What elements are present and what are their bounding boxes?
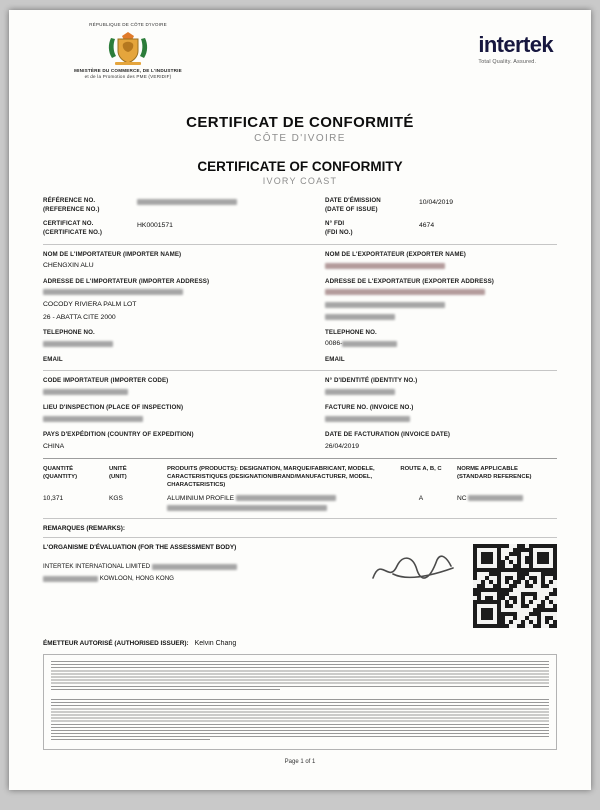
- qty-header-fr: QUANTITÉ: [43, 465, 74, 472]
- field-row: [43, 220, 557, 237]
- exporter-telephone-value: 0086-: [325, 339, 557, 349]
- authorised-issuer-row: [43, 640, 557, 647]
- legal-paragraph-english: [51, 699, 549, 739]
- exporter-address-line2: [325, 300, 557, 310]
- assessment-line2: KOWLOON, HONG KONG: [43, 575, 557, 582]
- qr-code: [473, 544, 557, 628]
- field-importer-telephone: [43, 329, 311, 350]
- intertek-wordmark: intertek: [478, 32, 553, 57]
- identity-no-label: N° D'IDENTITÉ (IDENTITY NO.): [325, 377, 418, 385]
- certificate-page: [9, 10, 591, 790]
- field-certificate-no: [43, 220, 311, 237]
- redacted-text: [43, 289, 183, 295]
- product-cell: ALUMINIUM PROFILE: [167, 494, 385, 514]
- exporter-telephone-label: TELEPHONE NO.: [325, 328, 377, 336]
- goods-table-row: [43, 494, 557, 514]
- exporter-address-line1: [325, 288, 557, 298]
- importer-telephone-value: [43, 339, 311, 349]
- importer-address-label: ADRESSE DE L'IMPORTATEUR (IMPORTER ADDRESS): [43, 277, 210, 285]
- page-number: Page 1 of 1: [284, 759, 316, 766]
- fdi-no-value: 4674: [419, 222, 435, 230]
- field-invoice-date: [325, 431, 557, 452]
- authorised-issuer-label: ÉMETTEUR AUTORISÉ (AUTHORISED ISSUER):: [43, 640, 189, 648]
- redacted-text: [325, 302, 445, 308]
- inspection-place-label: LIEU D'INSPECTION (PLACE OF INSPECTION): [43, 404, 184, 412]
- reference-no-value: [137, 197, 237, 214]
- expedition-country-label: PAYS D'EXPÉDITION (COUNTRY OF EXPEDITION): [43, 431, 194, 439]
- field-exporter-name: [325, 251, 557, 272]
- redacted-text: [43, 416, 143, 422]
- standard-header-en: (STANDARD REFERENCE): [457, 474, 532, 481]
- reference-no-label-en: (REFERENCE NO.): [43, 205, 100, 213]
- qty-header-en: (QUANTITY): [43, 474, 78, 481]
- standard-cell: NC: [457, 494, 557, 514]
- redacted-text: [167, 505, 327, 511]
- emblem-caption-line1: MINISTÈRE DU COMMERCE, DE L'INDUSTRIE: [74, 67, 182, 73]
- route-cell: A: [418, 494, 424, 502]
- assessment-section: [43, 544, 557, 638]
- redacted-text: [325, 389, 395, 395]
- divider: [43, 518, 557, 519]
- expedition-country-value: CHINA: [43, 442, 65, 450]
- title-french: CERTIFICAT DE CONFORMITÉ: [186, 114, 414, 131]
- exporter-email-label: EMAIL: [325, 355, 345, 363]
- field-importer-address: [43, 278, 311, 323]
- field-row: [43, 356, 557, 365]
- importer-code-label: CODE IMPORTATEUR (IMPORTER CODE): [43, 377, 169, 385]
- field-row: [43, 404, 557, 425]
- field-row: [43, 278, 557, 323]
- unit-header-en: (UNIT): [109, 474, 127, 481]
- field-fdi-no: [325, 220, 557, 237]
- products-header: PRODUITS (PRODUCTS): DESIGNATION, MARQUE/FABRICANT, MODELE, CARACTERISTIQUES (DESIGNATION/BRAND/MANUFACTURER, MODEL, CHARACTERISTICS): [167, 465, 375, 489]
- remarks-label: REMARQUES (REMARKS):: [43, 525, 126, 533]
- redacted-text: [43, 576, 98, 582]
- legal-paragraph-french: [51, 661, 549, 689]
- redacted-text: [325, 263, 445, 269]
- unit-header-fr: UNITÉ: [109, 465, 127, 472]
- exporter-address-label: ADRESSE DE L'EXPORTATEUR (EXPORTER ADDRESS): [325, 277, 494, 285]
- field-row: [43, 197, 557, 214]
- field-expedition-country: [43, 431, 311, 452]
- certificate-no-label-fr: CERTIFICAT NO.: [43, 220, 94, 228]
- redacted-text: [43, 389, 128, 395]
- route-header: ROUTE A, B, C: [400, 465, 442, 472]
- fdi-no-label-fr: N° FDI: [325, 220, 345, 228]
- importer-name-label: NOM DE L'IMPORTATEUR (IMPORTER NAME): [43, 250, 182, 258]
- redacted-text: [468, 495, 523, 501]
- field-invoice-no: [325, 404, 557, 425]
- field-date-of-issue: [325, 197, 557, 214]
- field-reference-no: [43, 197, 311, 214]
- field-row: [43, 431, 557, 452]
- standard-header-fr: NORME APPLICABLE: [457, 465, 518, 472]
- redacted-text: [137, 199, 237, 205]
- redacted-text: [325, 289, 485, 295]
- field-importer-name: [43, 251, 311, 272]
- title-english: CERTIFICATE OF CONFORMITY: [197, 159, 403, 174]
- exporter-name-value: [325, 261, 557, 271]
- field-importer-code: [43, 377, 311, 398]
- ivory-coast-coat-of-arms-icon: [105, 30, 151, 66]
- importer-name-value: CHENGXIN ALU: [43, 262, 94, 270]
- coat-of-arms-block: [43, 22, 213, 80]
- inspection-place-value: [43, 415, 311, 425]
- legal-paragraph-english-lastline: [51, 739, 210, 742]
- field-row: [43, 329, 557, 350]
- redacted-text: [43, 341, 113, 347]
- importer-code-value: [43, 388, 311, 398]
- fdi-no-label-en: (FDI NO.): [325, 229, 353, 237]
- page-header: [43, 22, 557, 106]
- signature-image: [367, 548, 459, 592]
- redacted-text: [325, 416, 410, 422]
- divider: [43, 537, 557, 538]
- reference-no-label-fr: RÉFÉRENCE NO.: [43, 197, 96, 204]
- importer-address-line3: 26 - ABATTA CITE 2000: [43, 313, 116, 321]
- authorised-issuer-name: Kelvin Chang: [194, 640, 237, 648]
- emblem-top-caption: RÉPUBLIQUE DE CÔTE D'IVOIRE: [89, 22, 167, 27]
- assessment-line1: INTERTEK INTERNATIONAL LIMITED: [43, 563, 557, 570]
- redacted-text: [236, 495, 336, 501]
- intertek-logo: [478, 34, 553, 65]
- redacted-text: [152, 564, 237, 570]
- field-row: [43, 251, 557, 272]
- divider: [43, 244, 557, 245]
- importer-address-line1: [43, 288, 311, 298]
- importer-email-label: EMAIL: [43, 355, 63, 363]
- invoice-no-label: FACTURE NO. (INVOICE NO.): [325, 404, 414, 412]
- field-exporter-address: [325, 278, 557, 323]
- assessment-heading: L'ORGANISME D'ÉVALUATION (FOR THE ASSESSMENT BODY): [43, 544, 237, 552]
- certificate-no-label-en: (CERTIFICATE NO.): [43, 229, 102, 237]
- redacted-text: [325, 314, 395, 320]
- field-exporter-telephone: [325, 329, 557, 350]
- legal-paragraph-french-lastline: [51, 689, 280, 692]
- divider: [43, 458, 557, 459]
- field-row: [43, 377, 557, 398]
- emblem-caption-line2: et de la Promotion des PME (VERIDIF): [84, 73, 172, 79]
- invoice-no-value: [325, 415, 557, 425]
- divider: [43, 370, 557, 371]
- date-of-issue-label-en: (DATE OF ISSUE): [325, 205, 378, 213]
- unit-cell: KGS: [109, 494, 123, 502]
- invoice-date-label: DATE DE FACTURATION (INVOICE DATE): [325, 431, 451, 439]
- date-of-issue-label-fr: DATE D'ÉMISSION: [325, 197, 381, 204]
- fields-section: [43, 197, 557, 452]
- exporter-address-line3: [325, 313, 557, 323]
- title-block: [43, 114, 557, 186]
- field-identity-no: [325, 377, 557, 398]
- goods-table-header: [43, 465, 557, 490]
- identity-no-value: [325, 388, 557, 398]
- subtitle-french: CÔTE D'IVOIRE: [254, 133, 346, 144]
- importer-telephone-label: TELEPHONE NO.: [43, 328, 95, 336]
- field-importer-email: [43, 356, 311, 365]
- importer-address-line2: COCODY RIVIERA PALM LOT: [43, 301, 137, 309]
- exporter-name-label: NOM DE L'EXPORTATEUR (EXPORTER NAME): [325, 250, 466, 258]
- intertek-tagline: Total Quality. Assured.: [478, 59, 537, 65]
- qty-cell: 10,371: [43, 494, 64, 502]
- certificate-no-value: HK0001571: [137, 222, 173, 230]
- field-inspection-place: [43, 404, 311, 425]
- redacted-text: [342, 341, 397, 347]
- subtitle-english: IVORY COAST: [262, 176, 338, 186]
- legal-text-box: [43, 654, 557, 750]
- invoice-date-value: 26/04/2019: [325, 442, 360, 450]
- date-of-issue-value: 10/04/2019: [419, 199, 454, 206]
- field-exporter-email: [325, 356, 557, 365]
